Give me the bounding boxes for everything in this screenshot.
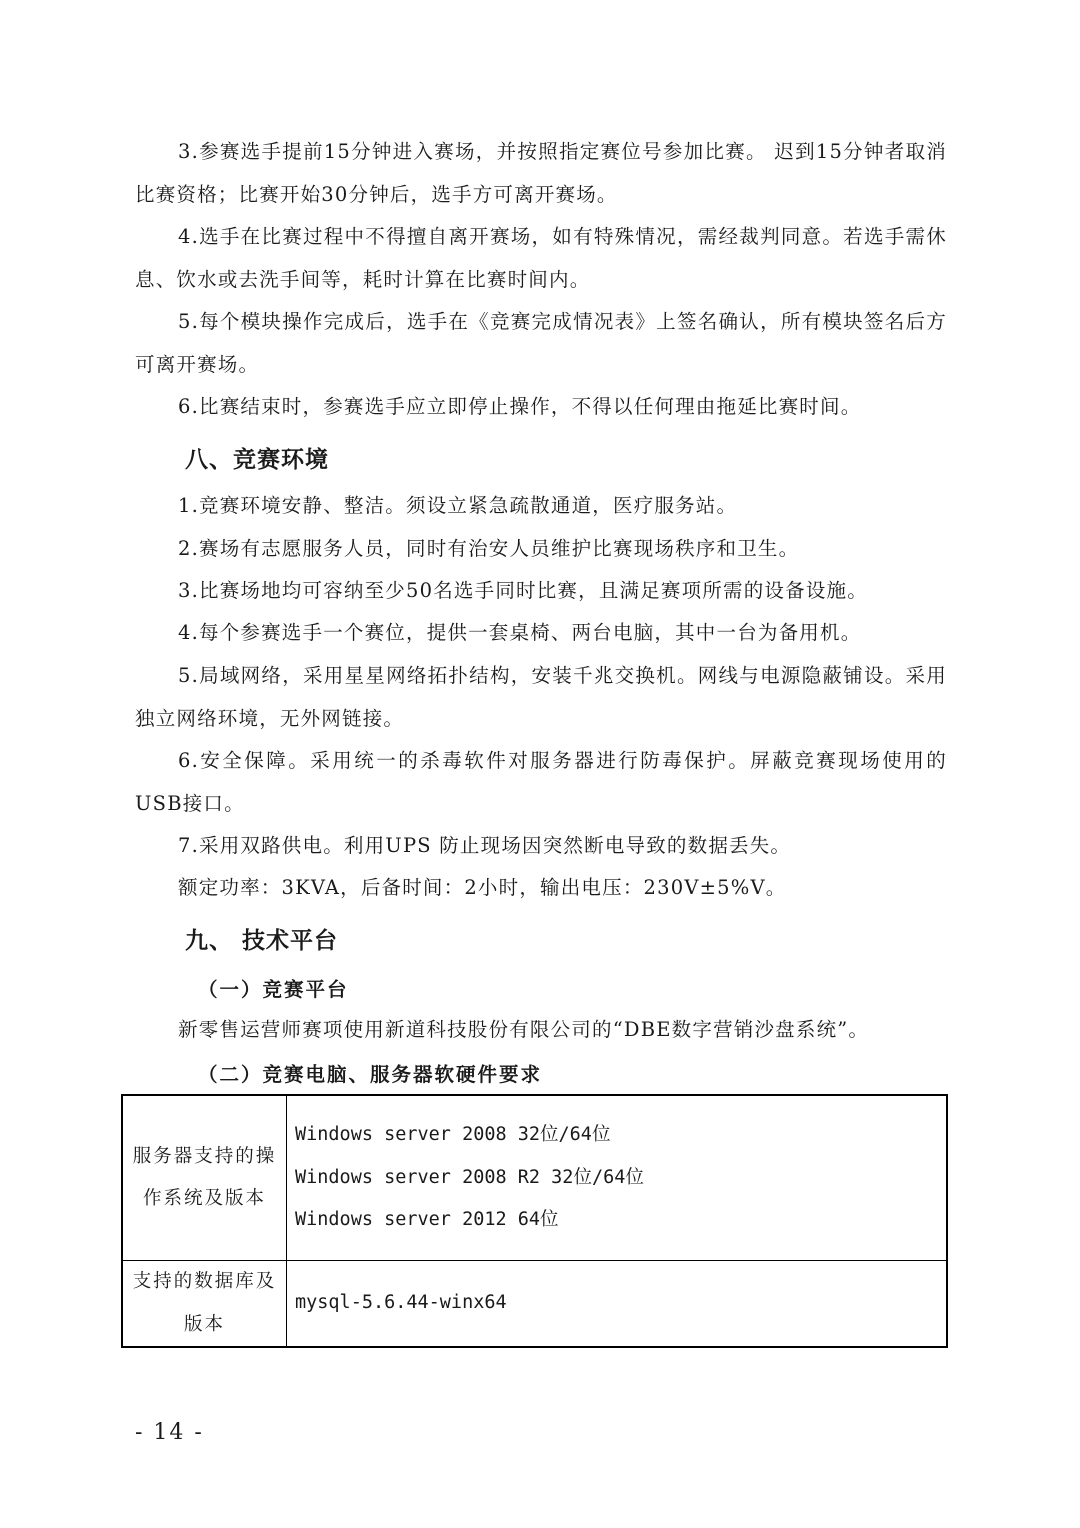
table-value-os: [287, 1095, 948, 1261]
table-value-database: mysql-5.6.44-winx64: [287, 1261, 948, 1348]
table-row: [122, 1095, 947, 1261]
paragraph-rule-4: 4.选手在比赛过程中不得擅自离开赛场，如有特殊情况，需经裁判同意。若选手需休息、饮水或去洗手间等，耗时计算在比赛时间内。: [135, 225, 947, 291]
section-heading-environment: 八、竞赛环境: [185, 447, 329, 473]
environment-item-6: 6.安全保障。采用统一的杀毒软件对服务器进行防毒保护。屏蔽竞赛现场使用的USB接口。: [135, 749, 947, 815]
environment-power-spec: 额定功率：3KVA，后备时间：2小时，输出电压：230V±5%V。: [178, 876, 787, 899]
environment-item-1: 1.竞赛环境安静、整洁。须设立紧急疏散通道，医疗服务站。: [178, 494, 738, 517]
environment-item-2: 2.赛场有志愿服务人员，同时有治安人员维护比赛现场秩序和卫生。: [178, 537, 800, 560]
table-label-os: 服务器支持的操作系统及版本: [122, 1095, 287, 1261]
environment-item-5: 5.局域网络，采用星星网络拓扑结构，安装千兆交换机。网线与电源隐蔽铺设。采用独立网络环境，无外网链接。: [135, 664, 947, 730]
environment-item-3: 3.比赛场地均可容纳至少50名选手同时比赛，且满足赛项所需的设备设施。: [178, 579, 868, 602]
subheading-hardware-requirements: （二）竞赛电脑、服务器软硬件要求: [198, 1063, 543, 1086]
paragraph-rule-6: 6.比赛结束时，参赛选手应立即停止操作，不得以任何理由拖延比赛时间。: [178, 395, 862, 418]
os-version-1: Windows server 2008 32位/64位: [295, 1124, 611, 1146]
requirements-table: [121, 1094, 948, 1348]
os-version-2: Windows server 2008 R2 32位/64位: [295, 1166, 644, 1188]
page-number: - 14 -: [135, 1420, 204, 1445]
paragraph-rule-3: 3.参赛选手提前15分钟进入赛场，并按照指定赛位号参加比赛。 迟到15分钟者取消比赛资格；比赛开始30分钟后，选手方可离开赛场。: [135, 140, 947, 206]
paragraph-rule-5: 5.每个模块操作完成后，选手在《竞赛完成情况表》上签名确认，所有模块签名后方可离开赛场。: [135, 310, 947, 376]
table-label-database: 支持的数据库及版本: [122, 1261, 287, 1348]
environment-item-4: 4.每个参赛选手一个赛位，提供一套桌椅、两台电脑，其中一台为备用机。: [178, 621, 862, 644]
environment-item-7: 7.采用双路供电。利用UPS 防止现场因突然断电导致的数据丢失。: [178, 834, 792, 857]
platform-description: 新零售运营师赛项使用新道科技股份有限公司的“DBE数字营销沙盘系统”。: [178, 1018, 870, 1041]
os-version-3: Windows server 2012 64位: [295, 1209, 559, 1231]
subheading-competition-platform: （一）竞赛平台: [198, 978, 349, 1001]
section-heading-platform: 九、 技术平台: [185, 928, 339, 954]
table-row: [122, 1261, 947, 1348]
